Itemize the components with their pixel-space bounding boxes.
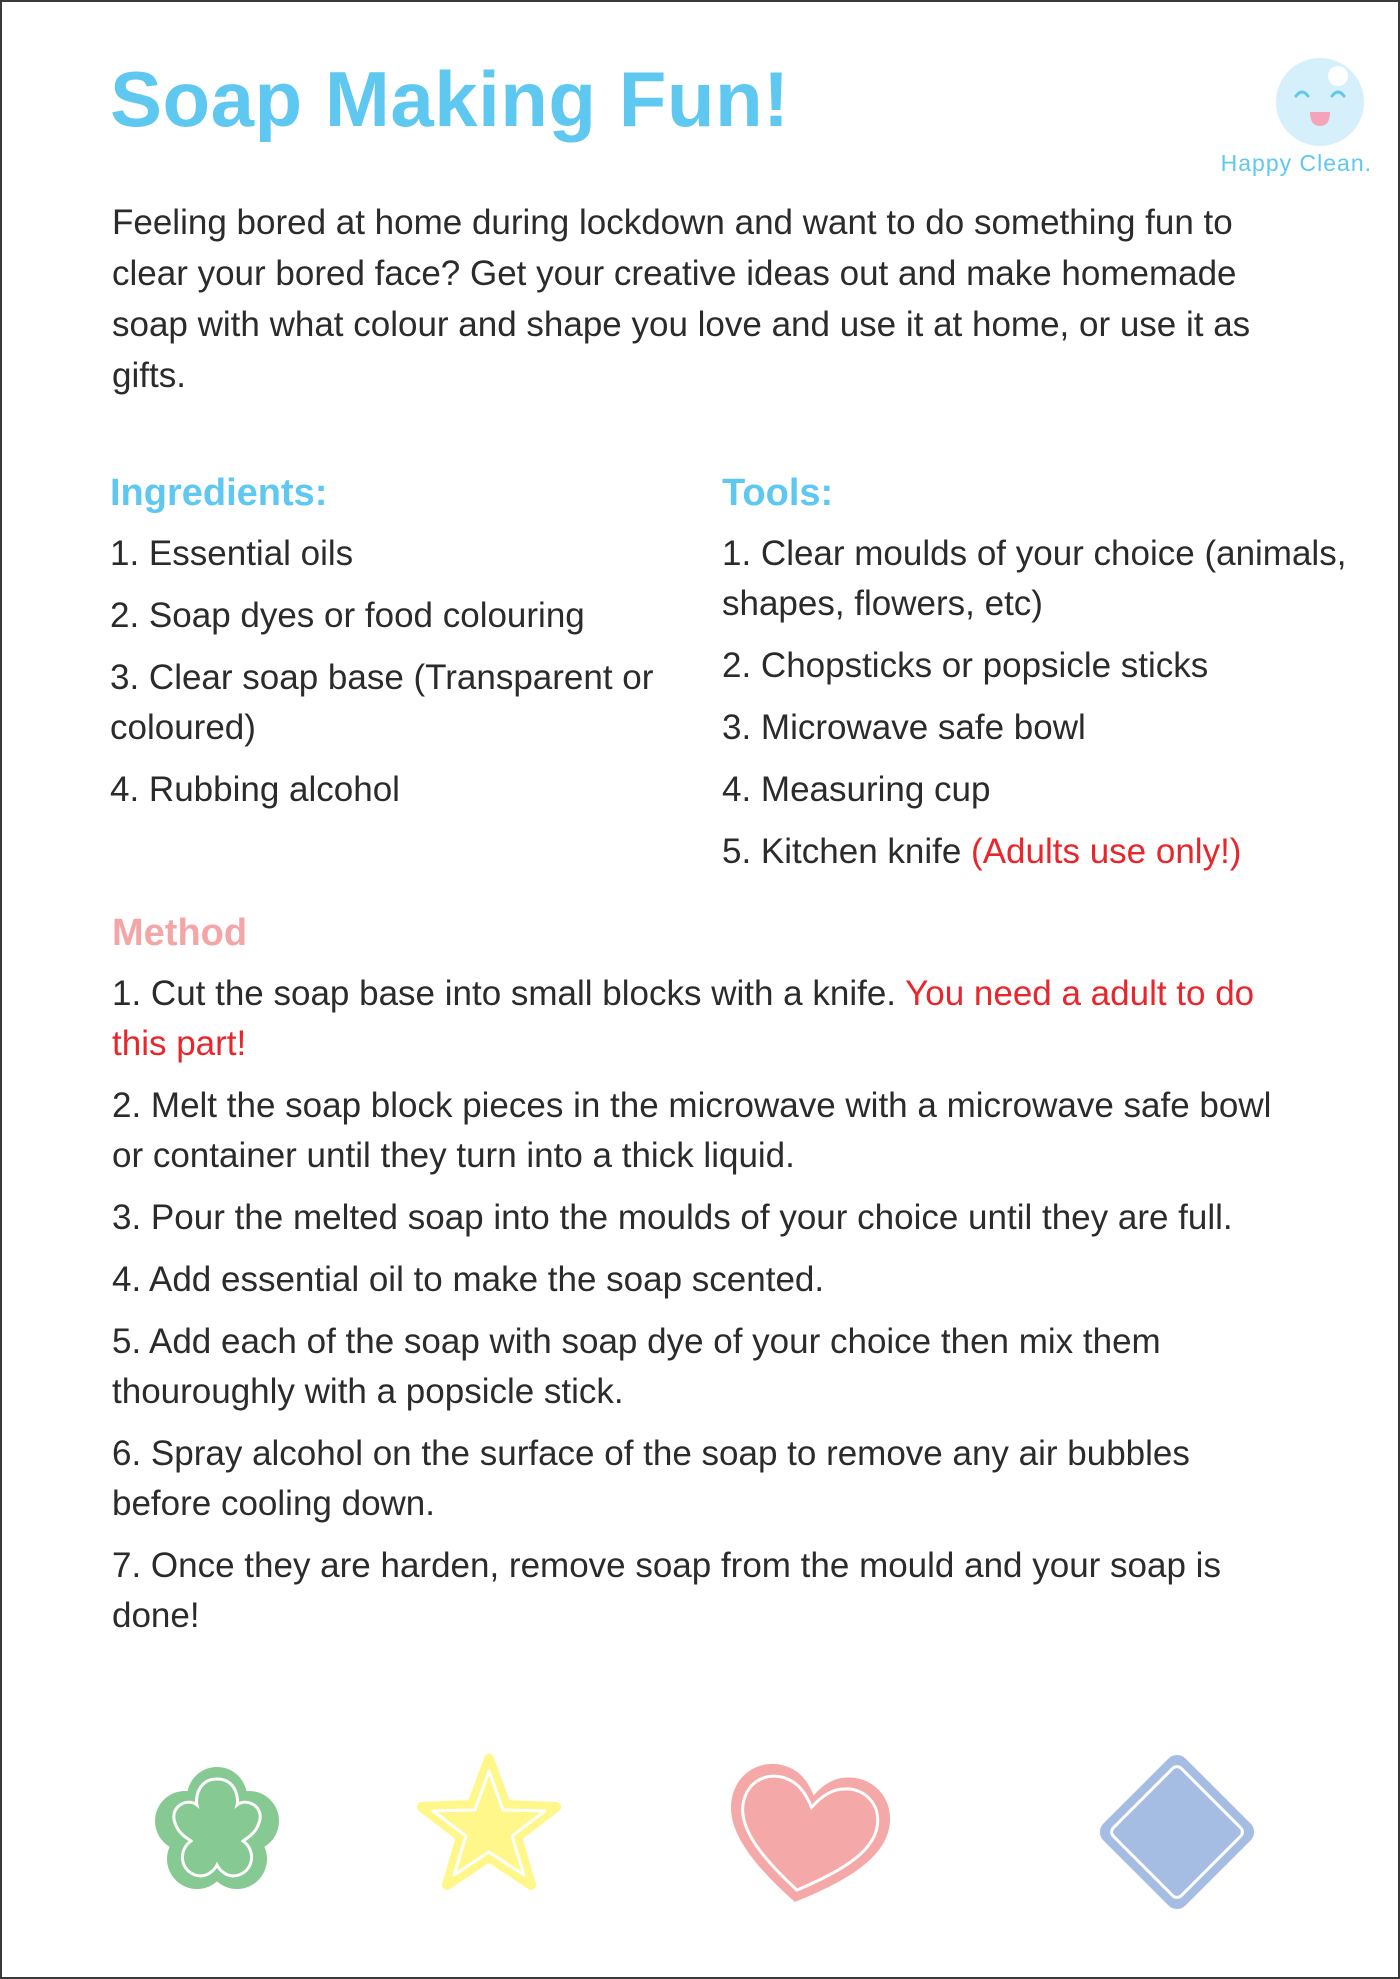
method-step: [112, 1317, 1292, 1417]
ingredient-item: 3. Clear soap base (Transparent or coloured): [110, 658, 654, 747]
ingredient-item: 4. Rubbing alcohol: [110, 770, 400, 809]
step-text: 3. Pour the melted soap into the moulds of your choice until they are full.: [112, 1198, 1233, 1237]
ingredients-section: [110, 472, 670, 827]
tool-text: 2. Chopsticks or popsicle sticks: [722, 646, 1209, 685]
logo: [1202, 54, 1372, 184]
step-text: 1. Cut the soap base into small blocks with a knife.: [112, 974, 906, 1013]
method-step: [112, 1255, 1292, 1305]
step-text: 6. Spray alcohol on the surface of the soap to remove any air bubbles before cooling down.: [112, 1434, 1190, 1523]
step-text: 5. Add each of the soap with soap dye of your choice then mix them thouroughly with a popsicle stick.: [112, 1322, 1161, 1411]
tool-item: [722, 529, 1382, 629]
method-heading: Method: [112, 912, 248, 954]
method-step: [112, 1081, 1292, 1181]
method-step: [112, 1193, 1292, 1243]
adult-warning: (Adults use only!): [971, 832, 1242, 871]
method-step: [112, 1541, 1292, 1641]
tool-text: 5. Kitchen knife: [722, 832, 972, 871]
page-title: Soap Making Fun!: [110, 55, 790, 143]
tool-item: [722, 641, 1382, 691]
method-section: [112, 912, 1292, 1653]
tools-section: [722, 472, 1382, 889]
tool-text: 1. Clear moulds of your choice (animals, shapes, flowers, etc): [722, 534, 1347, 623]
star-soap-icon: [414, 1754, 564, 1904]
step-text: 7. Once they are harden, remove soap from the mould and your soap is done!: [112, 1546, 1221, 1635]
adult-warning: You need a adult to do this part!: [112, 974, 1255, 1063]
method-step: [112, 969, 1292, 1069]
ingredient-item: 1. Essential oils: [110, 534, 354, 573]
method-step: [112, 1429, 1292, 1529]
smiley-face-icon: [1274, 56, 1366, 148]
tool-text: 3. Microwave safe bowl: [722, 708, 1086, 747]
tool-item: [722, 765, 1382, 815]
tool-text: 4. Measuring cup: [722, 770, 991, 809]
intro-paragraph: Feeling bored at home during lockdown and want to do something fun to clear your bored face? Get your creative ideas out and make homemade soap with what colour and shape you love and use it at home, or use it as gifts.: [112, 203, 1251, 395]
ingredient-item: 2. Soap dyes or food colouring: [110, 596, 585, 635]
step-text: 4. Add essential oil to make the soap scented.: [112, 1260, 825, 1299]
ingredients-heading: Ingredients:: [110, 472, 328, 514]
tools-heading: Tools:: [722, 472, 834, 514]
flower-soap-icon: [142, 1756, 292, 1906]
tool-item: [722, 827, 1382, 877]
step-text: 2. Melt the soap block pieces in the microwave with a microwave safe bowl or container until they turn into a thick liquid.: [112, 1086, 1272, 1175]
soap-shapes: [2, 1732, 1400, 1952]
tool-item: [722, 703, 1382, 753]
logo-text: Happy Clean.: [1220, 150, 1372, 176]
heart-soap-icon: [722, 1748, 892, 1918]
diamond-soap-icon: [1087, 1742, 1267, 1922]
